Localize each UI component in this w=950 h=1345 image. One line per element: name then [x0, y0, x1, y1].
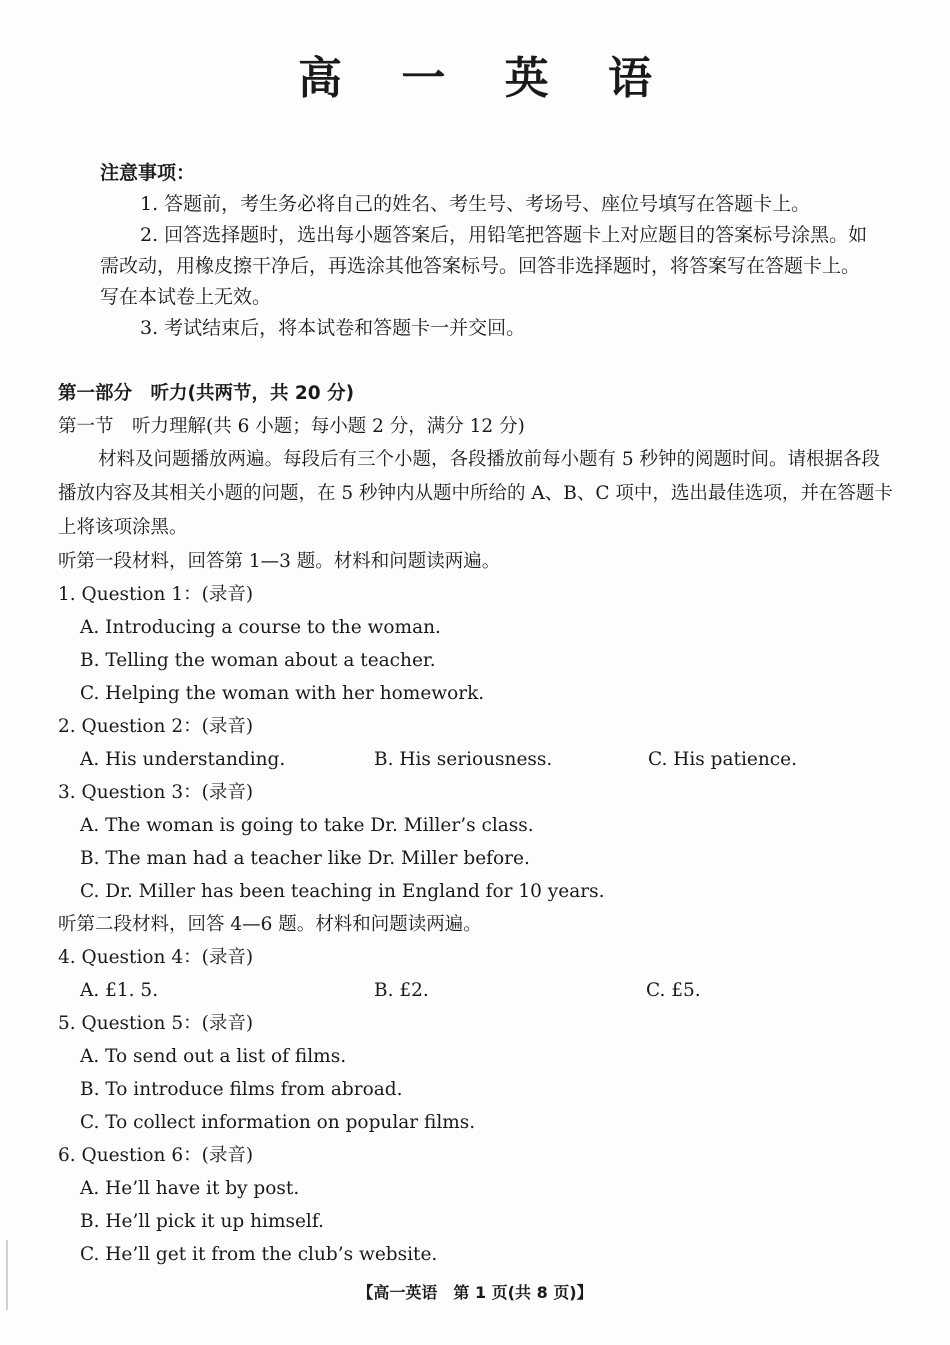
question-stem: 5. Question 5：(录音): [58, 1013, 254, 1034]
question-option: B. Telling the woman about a teacher.: [80, 650, 436, 671]
question-stem: 4. Question 4：(录音): [58, 947, 254, 968]
question-option: A. £1. 5.: [80, 980, 159, 1001]
question-option: A. To send out a list of films.: [80, 1046, 347, 1067]
question-option: C. Dr. Miller has been teaching in England for 10 years.: [80, 881, 605, 902]
notice-item-3: 3. 考试结束后，将本试卷和答题卡一并交回。: [140, 317, 526, 339]
notice-item-2: 2. 回答选择题时，选出每小题答案后，用铅笔把答题卡上对应题目的答案标号涂黑。如需改动，用橡皮擦干净后，再选涂其他答案标号。回答非选择题时，将答案写在答题卡上。写在本试卷上无效。: [100, 224, 868, 308]
question-option: B. The man had a teacher like Dr. Miller before.: [80, 848, 530, 869]
question-option: C. Helping the woman with her homework.: [80, 683, 485, 704]
listening-instructions: 材料及问题播放两遍。每段后有三个小题，各段播放前每小题有 5 秒钟的阅题时间。请根据各段播放内容及其相关小题的问题，在 5 秒钟内从题中所给的 A、B、C 项中，选出最佳选项，并在答题卡上将该项涂黑。: [58, 449, 893, 538]
option-row: [58, 743, 898, 776]
notice-item-1: 1. 答题前，考生务必将自己的姓名、考生号、考场号、座位号填写在答题卡上。: [140, 193, 811, 215]
question-option: A. His understanding.: [80, 749, 286, 770]
page-footer: 【高一英语 第 1 页(共 8 页)】: [357, 1283, 593, 1302]
notice-section: [100, 158, 870, 344]
segment2-instruction: 听第二段材料，回答 4—6 题。材料和问题读两遍。: [58, 914, 482, 935]
segment1-instruction: 听第一段材料，回答第 1—3 题。材料和问题读两遍。: [58, 551, 501, 572]
question-stem: 2. Question 2：(录音): [58, 716, 254, 737]
question-option: C. To collect information on popular films.: [80, 1112, 476, 1133]
part1-heading: 第一部分 听力(共两节，共 20 分): [58, 383, 355, 404]
question-option: A. The woman is going to take Dr. Miller’s class.: [80, 815, 534, 836]
question-option: C. £5.: [646, 980, 701, 1001]
exam-title: 高 一 英 语: [298, 53, 674, 104]
question-stem: 6. Question 6：(录音): [58, 1145, 254, 1166]
listening-part: [58, 377, 898, 1271]
option-row: [58, 974, 898, 1007]
question-option: A. He’ll have it by post.: [80, 1178, 300, 1199]
question-option: B. £2.: [374, 980, 429, 1001]
question-option: B. To introduce films from abroad.: [80, 1079, 403, 1100]
question-stem: 3. Question 3：(录音): [58, 782, 254, 803]
notice-heading: 注意事项：: [100, 162, 196, 184]
question-option: C. His patience.: [648, 749, 797, 770]
section1-heading: 第一节 听力理解(共 6 小题；每小题 2 分，满分 12 分): [58, 416, 525, 437]
question-stem: 1. Question 1：(录音): [58, 584, 254, 605]
question-option: C. He’ll get it from the club’s website.: [80, 1244, 438, 1265]
question-option: B. He’ll pick it up himself.: [80, 1211, 324, 1232]
question-option: A. Introducing a course to the woman.: [80, 617, 441, 638]
question-option: B. His seriousness.: [374, 749, 553, 770]
